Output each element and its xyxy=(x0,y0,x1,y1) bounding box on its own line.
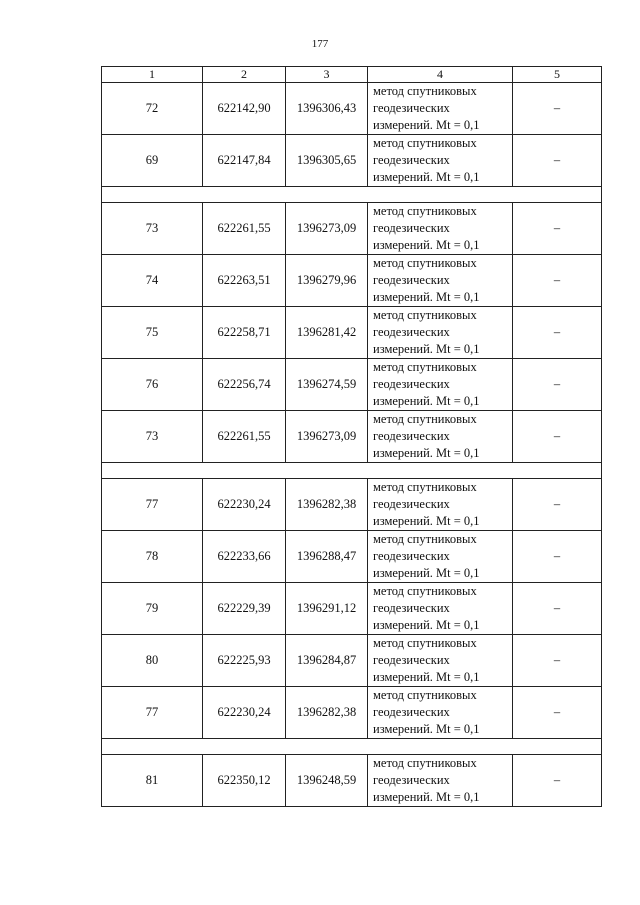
point-number-cell: 78 xyxy=(102,531,203,583)
point-number-cell: 79 xyxy=(102,583,203,635)
note-cell: – xyxy=(513,755,602,807)
method-cell: метод спутниковых геодезических измерений. Mt = 0,1 xyxy=(368,479,513,531)
y-coordinate-cell: 1396282,38 xyxy=(286,687,368,739)
y-coordinate-cell: 1396279,96 xyxy=(286,255,368,307)
x-coordinate-cell: 622261,55 xyxy=(203,203,286,255)
column-header: 2 xyxy=(203,67,286,83)
point-number-cell: 80 xyxy=(102,635,203,687)
note-cell: – xyxy=(513,687,602,739)
note-cell: – xyxy=(513,411,602,463)
table-row xyxy=(102,135,602,187)
table-body xyxy=(102,67,602,807)
note-cell: – xyxy=(513,83,602,135)
method-cell: метод спутниковых геодезических измерений. Mt = 0,1 xyxy=(368,135,513,187)
y-coordinate-cell: 1396305,65 xyxy=(286,135,368,187)
group-separator-row xyxy=(102,463,602,479)
note-cell: – xyxy=(513,203,602,255)
method-cell: метод спутниковых геодезических измерений. Mt = 0,1 xyxy=(368,687,513,739)
table-row xyxy=(102,583,602,635)
table-row xyxy=(102,307,602,359)
x-coordinate-cell: 622142,90 xyxy=(203,83,286,135)
group-separator-cell xyxy=(102,187,602,203)
method-cell: метод спутниковых геодезических измерений. Mt = 0,1 xyxy=(368,307,513,359)
x-coordinate-cell: 622229,39 xyxy=(203,583,286,635)
x-coordinate-cell: 622233,66 xyxy=(203,531,286,583)
point-number-cell: 77 xyxy=(102,479,203,531)
point-number-cell: 75 xyxy=(102,307,203,359)
table-row xyxy=(102,479,602,531)
column-header: 5 xyxy=(513,67,602,83)
method-cell: метод спутниковых геодезических измерений. Mt = 0,1 xyxy=(368,531,513,583)
table-row xyxy=(102,83,602,135)
point-number-cell: 73 xyxy=(102,203,203,255)
point-number-cell: 69 xyxy=(102,135,203,187)
table-row xyxy=(102,531,602,583)
x-coordinate-cell: 622261,55 xyxy=(203,411,286,463)
note-cell: – xyxy=(513,359,602,411)
y-coordinate-cell: 1396306,43 xyxy=(286,83,368,135)
page-number: 177 xyxy=(311,38,329,50)
x-coordinate-cell: 622263,51 xyxy=(203,255,286,307)
note-cell: – xyxy=(513,479,602,531)
table-row xyxy=(102,411,602,463)
point-number-cell: 74 xyxy=(102,255,203,307)
x-coordinate-cell: 622256,74 xyxy=(203,359,286,411)
method-cell: метод спутниковых геодезических измерений. Mt = 0,1 xyxy=(368,203,513,255)
y-coordinate-cell: 1396248,59 xyxy=(286,755,368,807)
coordinates-table xyxy=(101,66,602,807)
y-coordinate-cell: 1396273,09 xyxy=(286,411,368,463)
group-separator-cell xyxy=(102,463,602,479)
table-row xyxy=(102,635,602,687)
note-cell: – xyxy=(513,635,602,687)
method-cell: метод спутниковых геодезических измерений. Mt = 0,1 xyxy=(368,255,513,307)
method-cell: метод спутниковых геодезических измерений. Mt = 0,1 xyxy=(368,359,513,411)
x-coordinate-cell: 622147,84 xyxy=(203,135,286,187)
point-number-cell: 81 xyxy=(102,755,203,807)
table-row xyxy=(102,687,602,739)
point-number-cell: 72 xyxy=(102,83,203,135)
x-coordinate-cell: 622225,93 xyxy=(203,635,286,687)
point-number-cell: 77 xyxy=(102,687,203,739)
point-number-cell: 76 xyxy=(102,359,203,411)
group-separator-row xyxy=(102,187,602,203)
note-cell: – xyxy=(513,307,602,359)
y-coordinate-cell: 1396281,42 xyxy=(286,307,368,359)
method-cell: метод спутниковых геодезических измерений. Mt = 0,1 xyxy=(368,83,513,135)
x-coordinate-cell: 622350,12 xyxy=(203,755,286,807)
y-coordinate-cell: 1396288,47 xyxy=(286,531,368,583)
group-separator-cell xyxy=(102,739,602,755)
note-cell: – xyxy=(513,135,602,187)
table-row xyxy=(102,255,602,307)
table-row xyxy=(102,203,602,255)
x-coordinate-cell: 622258,71 xyxy=(203,307,286,359)
column-header: 3 xyxy=(286,67,368,83)
method-cell: метод спутниковых геодезических измерений. Mt = 0,1 xyxy=(368,635,513,687)
y-coordinate-cell: 1396291,12 xyxy=(286,583,368,635)
point-number-cell: 73 xyxy=(102,411,203,463)
method-cell: метод спутниковых геодезических измерений. Mt = 0,1 xyxy=(368,583,513,635)
table-header-row xyxy=(102,67,602,83)
y-coordinate-cell: 1396274,59 xyxy=(286,359,368,411)
note-cell: – xyxy=(513,583,602,635)
y-coordinate-cell: 1396282,38 xyxy=(286,479,368,531)
x-coordinate-cell: 622230,24 xyxy=(203,479,286,531)
y-coordinate-cell: 1396273,09 xyxy=(286,203,368,255)
table-row xyxy=(102,359,602,411)
table-row xyxy=(102,755,602,807)
group-separator-row xyxy=(102,739,602,755)
column-header: 1 xyxy=(102,67,203,83)
x-coordinate-cell: 622230,24 xyxy=(203,687,286,739)
column-header: 4 xyxy=(368,67,513,83)
method-cell: метод спутниковых геодезических измерений. Mt = 0,1 xyxy=(368,755,513,807)
note-cell: – xyxy=(513,255,602,307)
method-cell: метод спутниковых геодезических измерений. Mt = 0,1 xyxy=(368,411,513,463)
y-coordinate-cell: 1396284,87 xyxy=(286,635,368,687)
note-cell: – xyxy=(513,531,602,583)
